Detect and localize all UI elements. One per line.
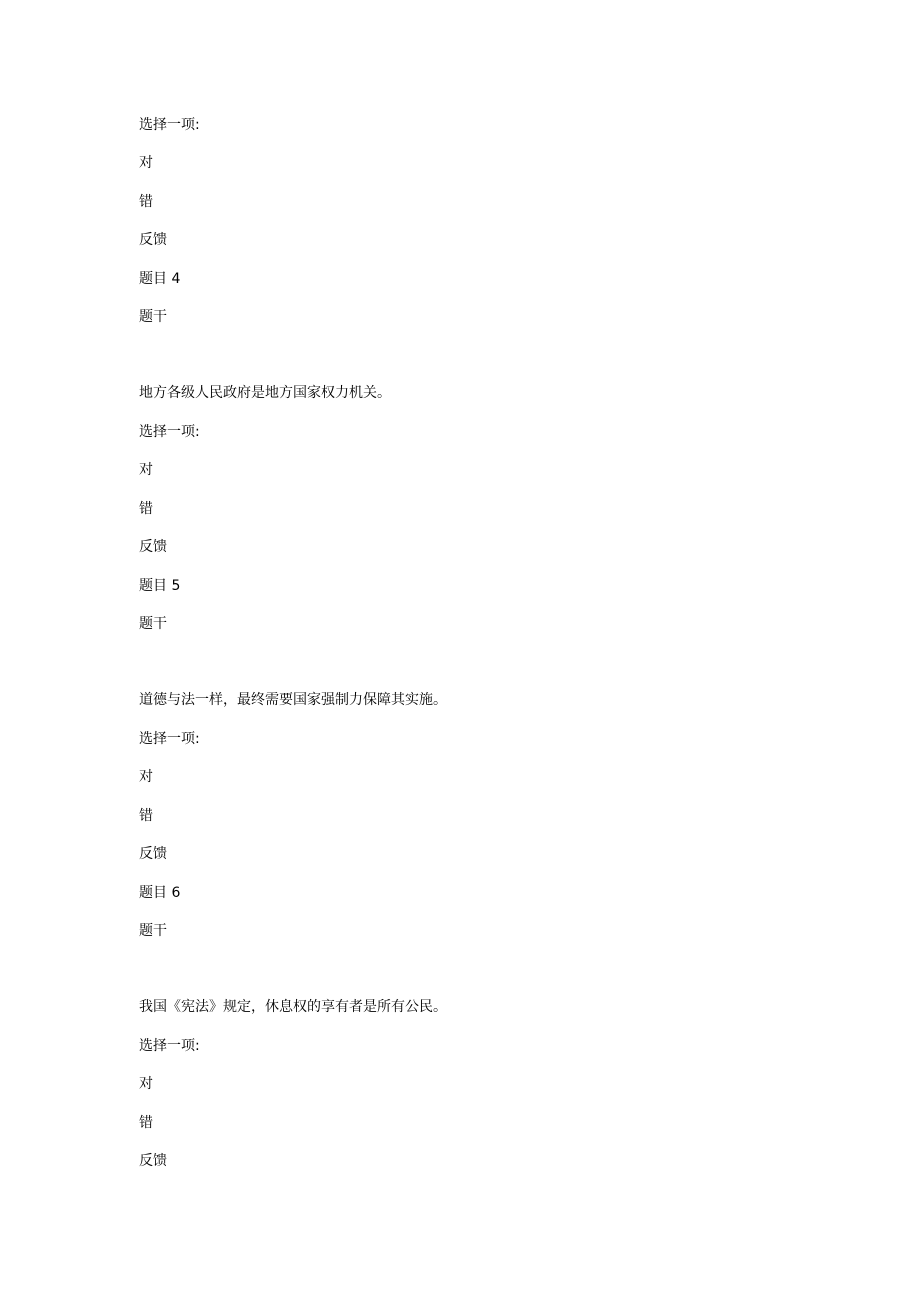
option-true[interactable]: 对 xyxy=(139,462,153,478)
choose-one-prompt: 选择一项: xyxy=(139,424,200,440)
option-false[interactable]: 错 xyxy=(139,808,153,824)
choose-one-prompt: 选择一项: xyxy=(139,117,200,133)
feedback-label: 反馈 xyxy=(139,846,167,862)
option-false[interactable]: 错 xyxy=(139,501,153,517)
option-false[interactable]: 错 xyxy=(139,194,153,210)
question-number: 题目 5 xyxy=(139,578,181,594)
option-true[interactable]: 对 xyxy=(139,1076,153,1092)
question-stem: 我国《宪法》规定，休息权的享有者是所有公民。 xyxy=(139,999,447,1015)
feedback-label: 反馈 xyxy=(139,1153,167,1169)
choose-one-prompt: 选择一项: xyxy=(139,1038,200,1054)
feedback-label: 反馈 xyxy=(139,539,167,555)
question-stem: 地方各级人民政府是地方国家权力机关。 xyxy=(139,385,391,401)
option-true[interactable]: 对 xyxy=(139,769,153,785)
question-number: 题目 4 xyxy=(139,271,181,287)
option-true[interactable]: 对 xyxy=(139,155,153,171)
question-stem-label: 题干 xyxy=(139,616,167,632)
question-stem-label: 题干 xyxy=(139,923,167,939)
choose-one-prompt: 选择一项: xyxy=(139,731,200,747)
feedback-label: 反馈 xyxy=(139,232,167,248)
question-stem: 道德与法一样，最终需要国家强制力保障其实施。 xyxy=(139,692,447,708)
option-false[interactable]: 错 xyxy=(139,1115,153,1131)
question-number: 题目 6 xyxy=(139,885,181,901)
question-stem-label: 题干 xyxy=(139,309,167,325)
